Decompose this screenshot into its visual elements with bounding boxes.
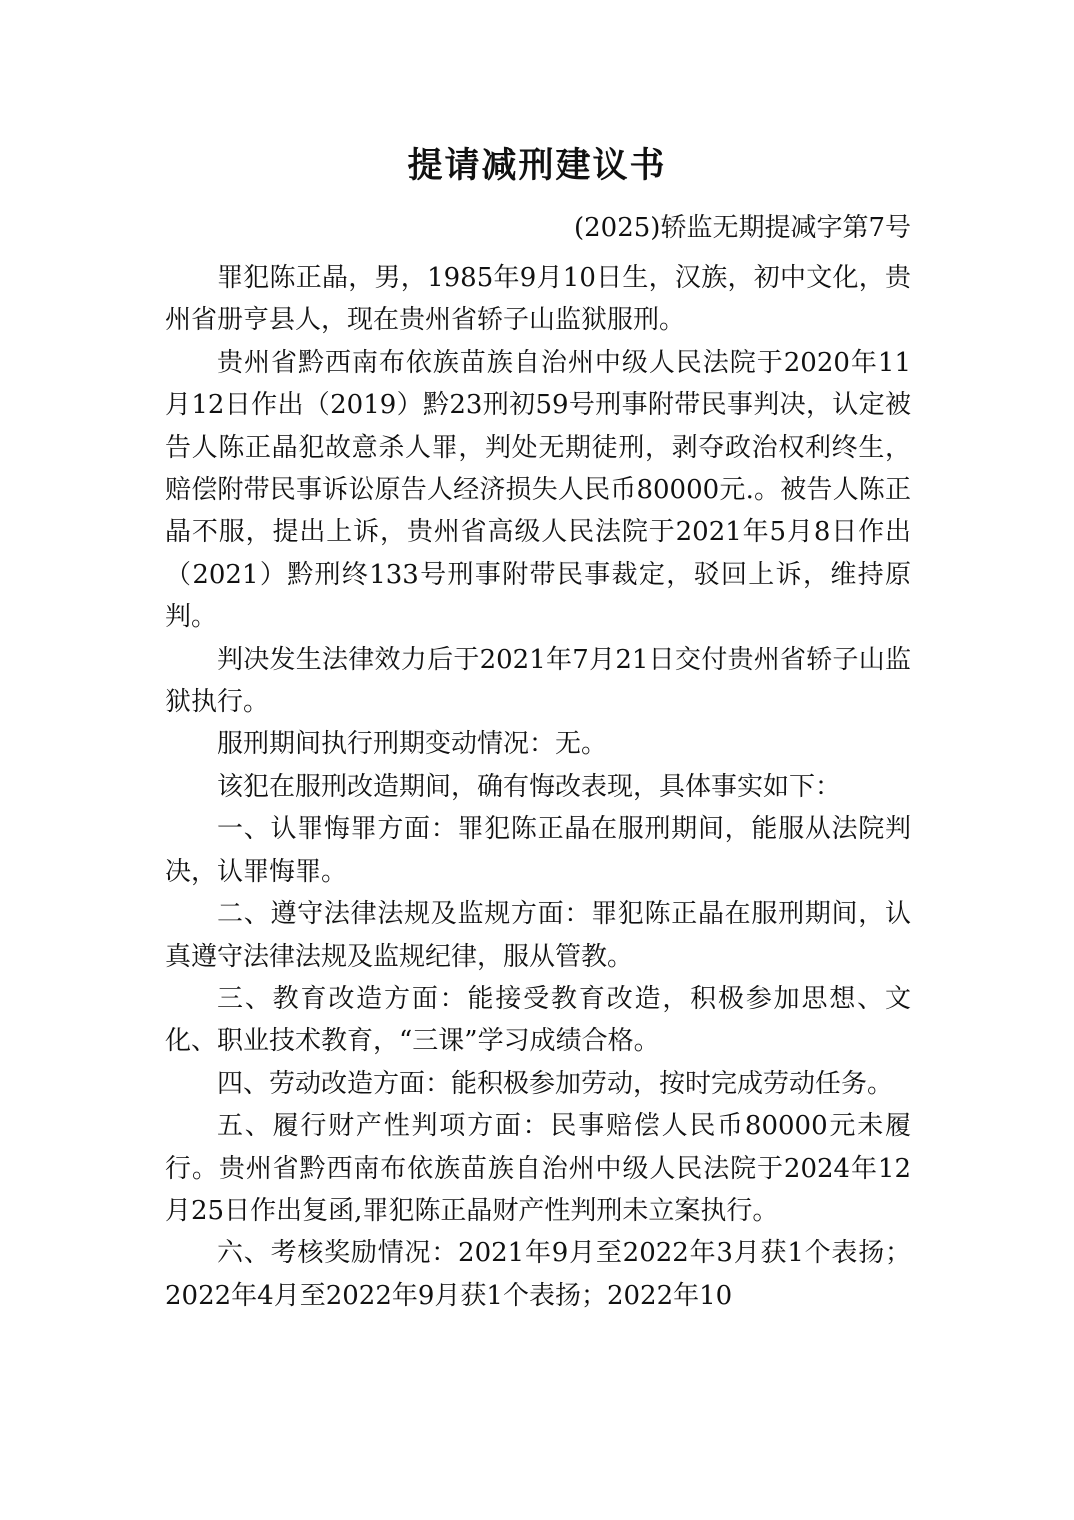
paragraph-item-6: 六、考核奖励情况：2021年9月至2022年3月获1个表扬；2022年4月至2022年9月获1个表扬；2022年10	[165, 1238, 911, 1311]
paragraph-sentence-change: 服刑期间执行刑期变动情况：无。	[217, 729, 608, 760]
paragraph-criminal-info: 罪犯陈正晶，男，1985年9月10日生，汉族，初中文化，贵州省册亨县人，现在贵州省轿子山监狱服刑。	[165, 263, 911, 336]
paragraph-repentance-intro: 该犯在服刑改造期间，确有悔改表现，具体事实如下：	[217, 771, 842, 802]
paragraph-item-3: 三、教育改造方面：能接受教育改造，积极参加思想、文化、职业技术教育，“三课”学习成绩合格。	[165, 983, 911, 1057]
paragraph-item-2: 二、遵守法律法规及监规方面：罪犯陈正晶在服刑期间，认真遵守法律法规及监规纪律，服从管教。	[165, 899, 911, 972]
paragraph-item-4: 四、劳动改造方面：能积极参加劳动，按时完成劳动任务。	[217, 1068, 894, 1099]
paragraph-item-1: 一、认罪悔罪方面：罪犯陈正晶在服刑期间，能服从法院判决，认罪悔罪。	[165, 814, 911, 887]
paragraph-judgment: 贵州省黔西南布依族苗族自治州中级人民法院于2020年11月12日作出（2019）黔23刑初59号刑事附带民事判决，认定被告人陈正晶犯故意杀人罪，判处无期徒刑，剥夺政治权利终生，赔偿附带民事诉讼原告人经济损失人民币80000元.。被告人陈正晶不服，提出上诉，贵州省高级人民法院于2021年5月8日作出（2021）黔刑终133号刑事附带民事裁定，驳回上诉，维持原判。	[165, 347, 911, 633]
document-body	[165, 257, 911, 1317]
paragraph-execution: 判决发生法律效力后于2021年7月21日交付贵州省轿子山监狱执行。	[165, 644, 911, 718]
document-number: (2025)轿监无期提减字第7号	[574, 213, 911, 243]
paragraph-item-5: 五、履行财产性判项方面：民事赔偿人民币80000元未履行。贵州省黔西南布依族苗族自治州中级人民法院于2024年12月25日作出复函,罪犯陈正晶财产性判刑未立案执行。	[165, 1111, 911, 1226]
document-title: 提请减刑建议书	[407, 146, 667, 186]
